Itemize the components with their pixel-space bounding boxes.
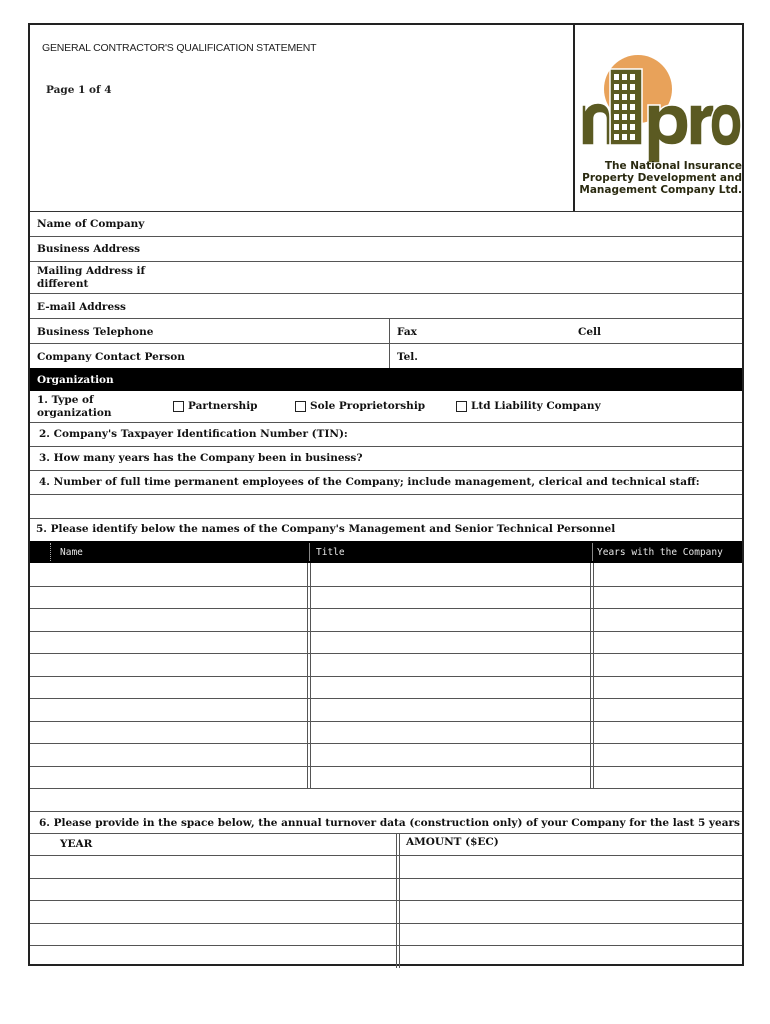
table-row bbox=[30, 878, 742, 879]
table-row bbox=[30, 855, 742, 856]
header-divider bbox=[50, 543, 51, 561]
divider bbox=[30, 236, 742, 237]
table-row bbox=[30, 721, 742, 722]
header-divider bbox=[309, 543, 310, 561]
personnel-col-years: Years with the Company bbox=[597, 547, 723, 558]
table-row bbox=[30, 586, 742, 587]
table-row bbox=[30, 945, 742, 946]
organization-section-title: Organization bbox=[37, 374, 114, 386]
divider bbox=[389, 318, 390, 368]
divider bbox=[30, 833, 742, 834]
column-divider bbox=[399, 833, 400, 968]
employees-question: 4. Number of full time permanent employees of the Company; include management, clerical and technical staff: bbox=[39, 476, 700, 488]
organization-type-label bbox=[37, 394, 112, 420]
table-row bbox=[30, 631, 742, 632]
partnership-checkbox[interactable] bbox=[173, 401, 184, 412]
divider bbox=[30, 261, 742, 262]
mailing-address-label-line2: different bbox=[37, 278, 89, 290]
table-row bbox=[30, 743, 742, 744]
divider bbox=[30, 811, 742, 812]
divider bbox=[30, 293, 742, 294]
divider bbox=[30, 470, 742, 471]
table-row bbox=[30, 653, 742, 654]
organization-type-label-line2: organization bbox=[37, 407, 112, 419]
logo-divider bbox=[573, 25, 575, 211]
mailing-address-label-line1: Mailing Address if bbox=[37, 265, 146, 277]
mailing-address-label bbox=[37, 265, 145, 291]
header-divider bbox=[592, 543, 593, 561]
personnel-col-name: Name bbox=[60, 547, 83, 558]
business-telephone-label: Business Telephone bbox=[37, 326, 154, 338]
column-divider bbox=[310, 563, 311, 788]
business-address-label: Business Address bbox=[37, 243, 141, 255]
column-divider bbox=[396, 833, 397, 968]
ltd-liability-label: Ltd Liability Company bbox=[471, 400, 601, 412]
sole-proprietorship-checkbox[interactable] bbox=[295, 401, 306, 412]
form-title: GENERAL CONTRACTOR'S QUALIFICATION STATEMENT bbox=[42, 42, 317, 54]
contact-person-label: Company Contact Person bbox=[37, 351, 185, 363]
turnover-col-amount: AMOUNT ($EC) bbox=[406, 836, 499, 848]
table-row bbox=[30, 900, 742, 901]
company-name-label: Name of Company bbox=[37, 218, 145, 230]
fax-label: Fax bbox=[397, 326, 417, 338]
qualification-form bbox=[28, 23, 744, 966]
turnover-question: 6. Please provide in the space below, the annual turnover data (construction only) of your Company for the last 5 years bbox=[39, 817, 740, 829]
table-row bbox=[30, 766, 742, 767]
cell-label: Cell bbox=[578, 326, 602, 338]
logo-tagline bbox=[578, 160, 742, 196]
divider bbox=[30, 343, 742, 344]
divider bbox=[30, 211, 742, 212]
logo-tagline-line1: The National Insurance bbox=[604, 160, 742, 172]
tin-question: 2. Company's Taxpayer Identification Number (TIN): bbox=[39, 428, 348, 440]
years-in-business-question: 3. How many years has the Company been in business? bbox=[39, 452, 363, 464]
personnel-question: 5. Please identify below the names of the Company's Management and Senior Technical Personnel bbox=[36, 523, 616, 535]
column-divider bbox=[590, 563, 591, 788]
page-label: Page 1 of 4 bbox=[46, 84, 112, 96]
table-row bbox=[30, 788, 742, 789]
divider bbox=[30, 446, 742, 447]
sole-proprietorship-label: Sole Proprietorship bbox=[310, 400, 426, 412]
table-row bbox=[30, 608, 742, 609]
personnel-col-title: Title bbox=[316, 547, 345, 558]
organization-header-bar bbox=[30, 368, 742, 391]
table-row bbox=[30, 676, 742, 677]
logo-tagline-line2: Property Development and bbox=[582, 172, 742, 184]
logo-tagline-line3: Management Company Ltd. bbox=[579, 184, 742, 196]
table-row bbox=[30, 923, 742, 924]
ltd-liability-checkbox[interactable] bbox=[456, 401, 467, 412]
tel-label: Tel. bbox=[397, 351, 418, 363]
divider bbox=[30, 318, 742, 319]
turnover-col-year: YEAR bbox=[60, 838, 93, 850]
table-row bbox=[30, 698, 742, 699]
organization-type-label-line1: 1. Type of bbox=[37, 394, 94, 406]
divider bbox=[30, 422, 742, 423]
divider bbox=[30, 494, 742, 495]
column-divider bbox=[593, 563, 594, 788]
partnership-label: Partnership bbox=[188, 400, 258, 412]
column-divider bbox=[307, 563, 308, 788]
divider bbox=[30, 518, 742, 519]
email-label: E-mail Address bbox=[37, 301, 126, 313]
